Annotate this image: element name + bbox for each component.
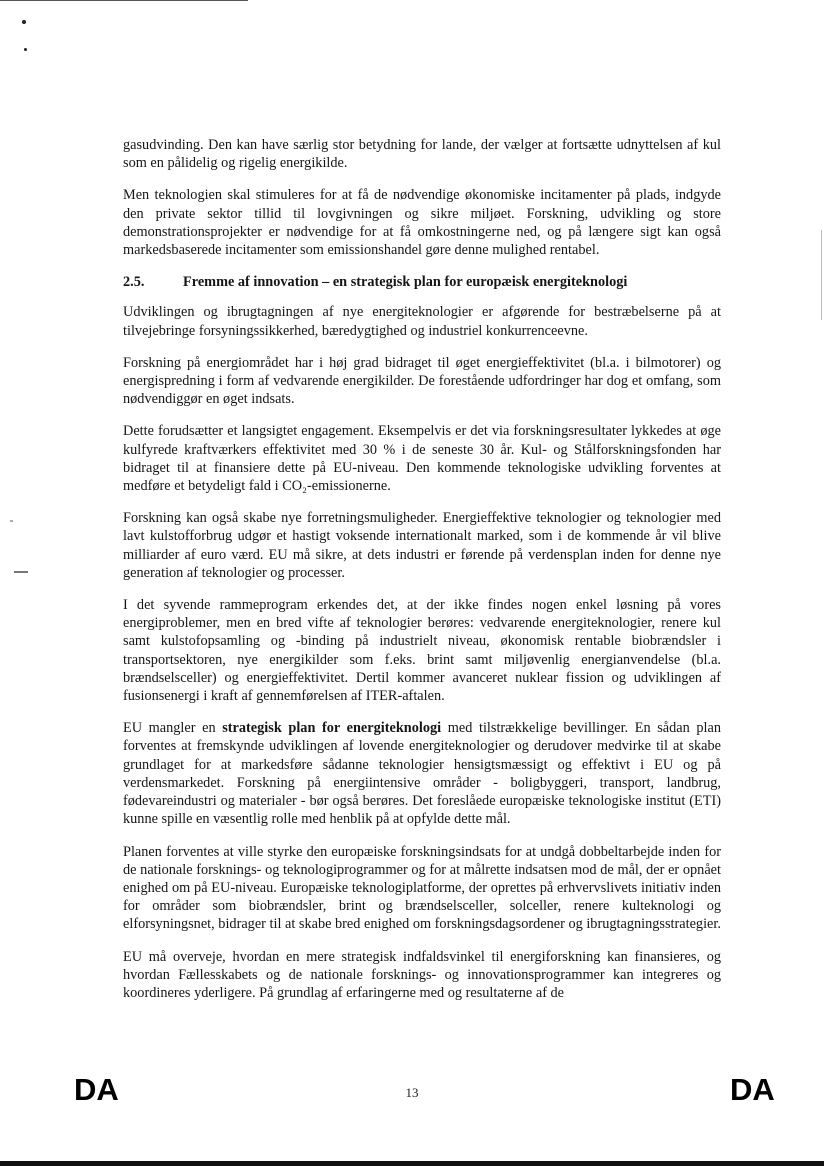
scan-speck	[24, 48, 27, 51]
scan-speck	[14, 571, 28, 573]
language-code-left: DA	[74, 1072, 119, 1107]
section-title: Fremme af innovation – en strategisk plan for europæisk energiteknologi	[183, 274, 628, 291]
scan-border-top	[0, 0, 248, 1]
paragraph: Dette forudsætter et langsigtet engagement. Eksempelvis er det via forskningsresultater lykkedes at øge kulfyrede kraftværkers effektivitet med 30 % i de seneste 30 år. Kul- og Stålforskningsfonden har bidraget til at finansiere dette på EU-niveau. Den kommende teknologiske udvikling forventes at medføre et betydeligt fald i CO₂-emissionerne.	[123, 423, 721, 495]
section-number: 2.5.	[123, 274, 145, 291]
paragraph: I det syvende rammeprogram erkendes det, at der ikke findes nogen enkel løsning på vores energiproblemer, men en bred vifte af teknologier berøres: vedvarende energiteknologier, renere kul samt kulstofopsamling og -binding på industrielt niveau, økonomisk rentable biobrændsler i transportsektoren, nye energikilder som f.eks. brint samt miljøvenlig energianvendelse (bl.a. brændselsceller) og energieffektivitet. Dertil kommer avanceret nuklear fission og udviklingen af fusionsenergi i kraft af gennemførelsen af ITER-aftalen.	[123, 597, 721, 705]
paragraph: Men teknologien skal stimuleres for at få de nødvendige økonomiske incitamenter på plads, indgyde den private sektor tillid til lovgivningen og sikre miljøet. Forskning, udvikling og store demonstrationsprojekter er nødvendige for at få omkostningerne ned, og på længere sigt kan også markedsbaserede incitamenter som emissionshandel gøre denne mulighed rentabel.	[123, 187, 721, 259]
paragraph: EU må overveje, hvordan en mere strategisk indfaldsvinkel til energiforskning kan finansieres, og hvordan Fællesskabets og de nationale forsknings- og innovationsprogrammer kan integreres og koordineres yderligere. På grundlag af erfaringerne med og resultaterne af de	[123, 948, 721, 1001]
language-code-right: DA	[730, 1072, 775, 1107]
scan-speck	[22, 20, 26, 24]
paragraph: Udviklingen og ibrugtagningen af nye energiteknologier er afgørende for bestræbelserne på at tilvejebringe forsyningssikkerhed, bæredygtighed og industriel konkurrenceevne.	[123, 304, 721, 339]
emphasis-rest: med tilstrækkelige bevillinger. En sådan plan forventes at fremskynde udviklingen af lovende energiteknologier og derudover medvirke til at skabe grundlaget for at markedsføre sådanne teknologier hensigtsmæssigt og effektivt i EU og på verdensmarkedet. Forskning på energiintensive områder - boligbyggeri, transport, landbrug, fødevareindustri og materialer - bør også berøres. Det foreslåede europæiske teknologiske institut (ETI) kunne spille en væsentlig rolle med henblik på at opfylde dette mål.	[123, 720, 721, 828]
document-body	[123, 136, 721, 1016]
emphasis-lead: EU mangler en	[123, 720, 223, 737]
paragraph: Planen forventes at ville styrke den europæiske forskningsindsats for at undgå dobbeltarbejde inden for de nationale forsknings- og teknologiprogrammer og for at målrette indsatsen mod de mål, der er opnået enighed om på EU-niveau. Europæiske teknologiplatforme, der oprettes på erhvervslivets initiativ inden for områder som biobrændsler, brint og brændselsceller, solceller, renere kulteknologi og elforsyningsnet, bidrager til at skabe bred enighed om forskningsdagsordener og ibrugtagningsstrategier.	[123, 843, 721, 933]
scan-border-bottom	[0, 1161, 824, 1166]
emphasis-text: strategisk plan for energiteknologi	[222, 720, 442, 737]
paragraph: Forskning på energiområdet har i høj grad bidraget til øget energieffektivitet (bl.a. i bilmotorer) og energispredning i form af vedvarende energikilder. De forestående udfordringer har dog et omfang, som nødvendiggør en øget indsats.	[123, 354, 721, 408]
page-number: 13	[405, 1085, 419, 1100]
scan-border-right	[821, 230, 822, 320]
paragraph: gasudvinding. Den kan have særlig stor betydning for lande, der vælger at fortsætte udnyttelsen af kul som en pålidelig og rigelig energikilde.	[123, 137, 721, 172]
paragraph: Forskning kan også skabe nye forretningsmuligheder. Energieffektive teknologier og teknologier med lavt kulstofforbrug udgør et hastigt voksende internationalt marked, som i de kommende år vil blive milliarder af euro værd. EU må sikre, at dets industri er førende på verdensplan inden for denne nye generation af teknologier og processer.	[123, 510, 721, 581]
scan-speck	[10, 520, 13, 522]
paragraph-with-emphasis	[123, 719, 721, 828]
section-heading	[123, 273, 721, 291]
